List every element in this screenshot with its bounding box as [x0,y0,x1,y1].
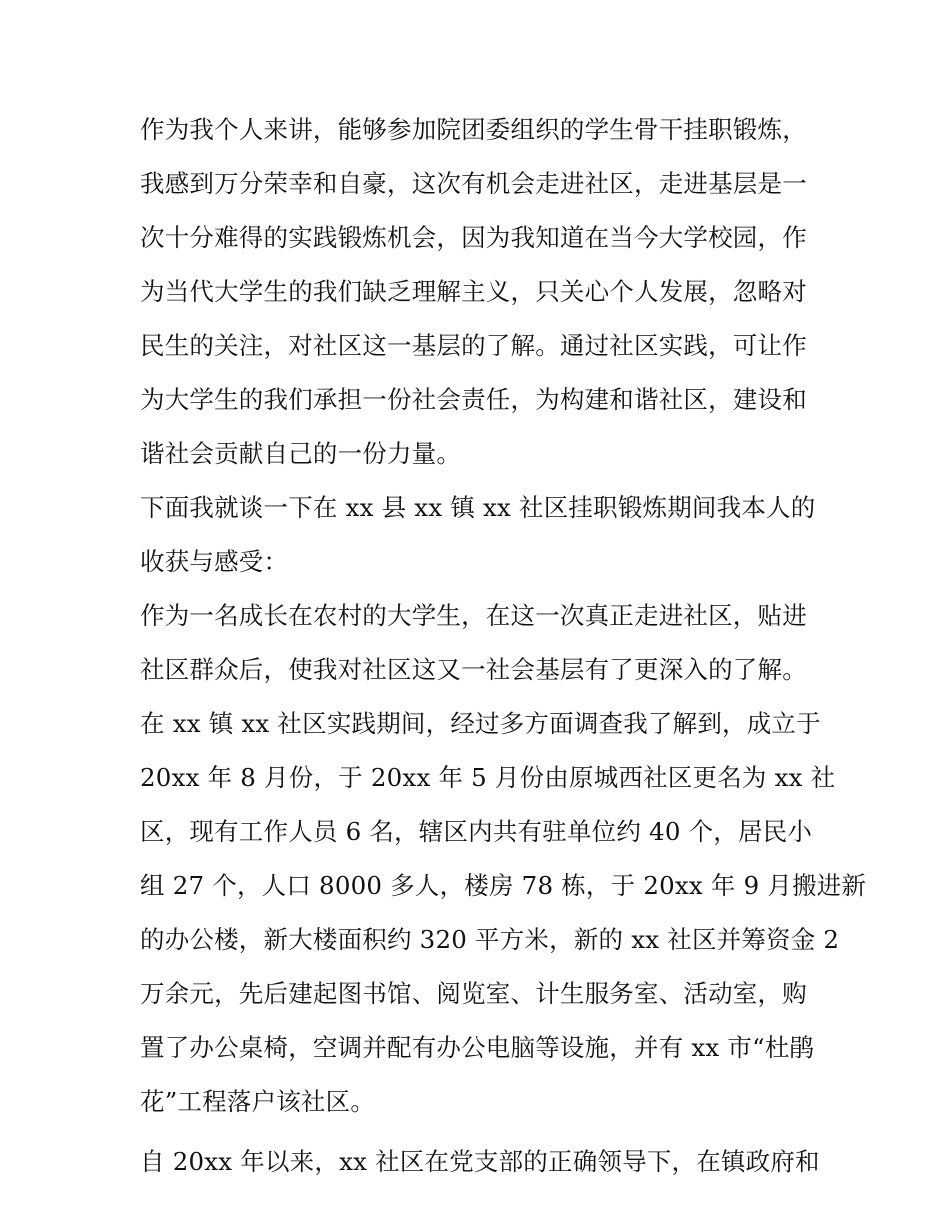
paragraph-community-info [140,589,867,1129]
text-line: 社区群众后，使我对社区这又一社会基层有了更深入的了解。 [140,655,807,684]
text-line: 在 xx 镇 xx 社区实践期间，经过多方面调查我了解到，成立于 [140,709,821,738]
text-line: 20xx 年 8 月份，于 20xx 年 5 月份由原城西社区更名为 xx 社 [140,763,836,792]
text-line: 花”工程落户该社区。 [140,1087,376,1116]
text-line: 谐社会贡献自己的一份力量。 [140,439,462,468]
text-line: 下面我就谈一下在 xx 县 xx 镇 xx 社区挂职锻炼期间我本人的 [140,493,816,522]
text-line: 为大学生的我们承担一份社会责任，为构建和谐社区，建设和 [140,385,807,414]
text-line: 我感到万分荣幸和自豪，这次有机会走进社区，走进基层是一 [140,169,807,198]
text-line: 组 27 个，人口 8000 多人，楼房 78 栋，于 20xx 年 9 月搬进新 [140,871,867,900]
text-line: 作为一名成长在农村的大学生，在这一次真正走进社区，贴进 [140,601,807,630]
text-line: 万余元，先后建起图书馆、阅览室、计生服务室、活动室，购 [140,979,807,1008]
paragraph-since [140,1135,820,1189]
text-line: 作为我个人来讲，能够参加院团委组织的学生骨干挂职锻炼， [140,115,807,144]
text-line: 为当代大学生的我们缺乏理解主义，只关心个人发展，忽略对 [140,277,807,306]
text-line: 自 20xx 年以来，xx 社区在党支部的正确领导下，在镇政府和 [140,1147,820,1176]
text-line: 收获与感受： [140,547,289,576]
document-body [140,103,867,1189]
text-line: 置了办公桌椅，空调并配有办公电脑等设施，并有 xx 市“杜鹃 [140,1033,815,1062]
text-line: 区，现有工作人员 6 名，辖区内共有驻单位约 40 个，居民小 [140,817,813,846]
text-line: 民生的关注，对社区这一基层的了解。通过社区实践，可让作 [140,331,807,360]
paragraph-transition [140,481,815,589]
text-line: 的办公楼，新大楼面积约 320 平方米，新的 xx 社区并筹资金 2 [140,925,840,954]
paragraph-intro [140,103,815,481]
text-line: 次十分难得的实践锻炼机会，因为我知道在当今大学校园，作 [140,223,807,252]
